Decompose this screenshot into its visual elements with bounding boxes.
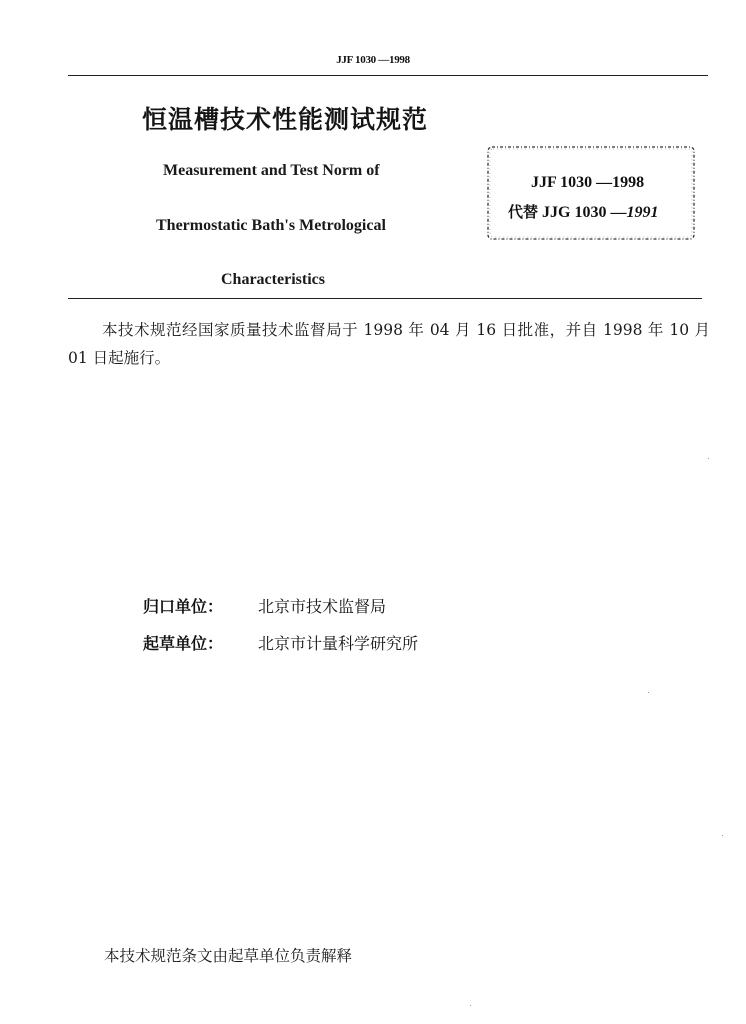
replaces-label: 代替 xyxy=(508,203,539,221)
header-standard-code: JJF 1030 —1998 xyxy=(336,54,410,66)
scan-speck xyxy=(708,458,709,459)
header-rule xyxy=(68,75,708,76)
approval-paragraph: 本技术规范经国家质量技术监督局于 1998 年 04 月 16 日批准，并自 1998 年 10 月 01 日起施行。 xyxy=(68,321,710,367)
drafting-unit-value: 北京市计量科学研究所 xyxy=(258,634,419,653)
interpretation-note: 本技术规范条文由起草单位负责解释 xyxy=(104,947,353,965)
title-english-line-1: Measurement and Test Norm of xyxy=(163,162,380,179)
standard-code-box xyxy=(485,143,698,243)
title-english-line-3: Characteristics xyxy=(221,271,325,288)
decorative-border xyxy=(485,143,698,243)
scan-speck xyxy=(648,692,649,693)
standard-code: JJF 1030 —1998 xyxy=(531,174,645,191)
responsible-unit-label: 归口单位： xyxy=(143,597,224,616)
scan-speck xyxy=(722,835,723,836)
replaces-code: JJG 1030 — xyxy=(542,204,627,221)
drafting-unit-label: 起草单位： xyxy=(143,634,224,653)
title-english-line-2: Thermostatic Bath's Metrological xyxy=(156,217,386,234)
responsible-unit-value: 北京市技术监督局 xyxy=(258,597,387,616)
replaces-line xyxy=(508,201,658,222)
replaces-year: 1991 xyxy=(626,204,659,221)
scan-speck xyxy=(470,1005,471,1006)
title-chinese: 恒温槽技术性能测试规范 xyxy=(142,105,429,134)
title-rule xyxy=(68,298,702,299)
